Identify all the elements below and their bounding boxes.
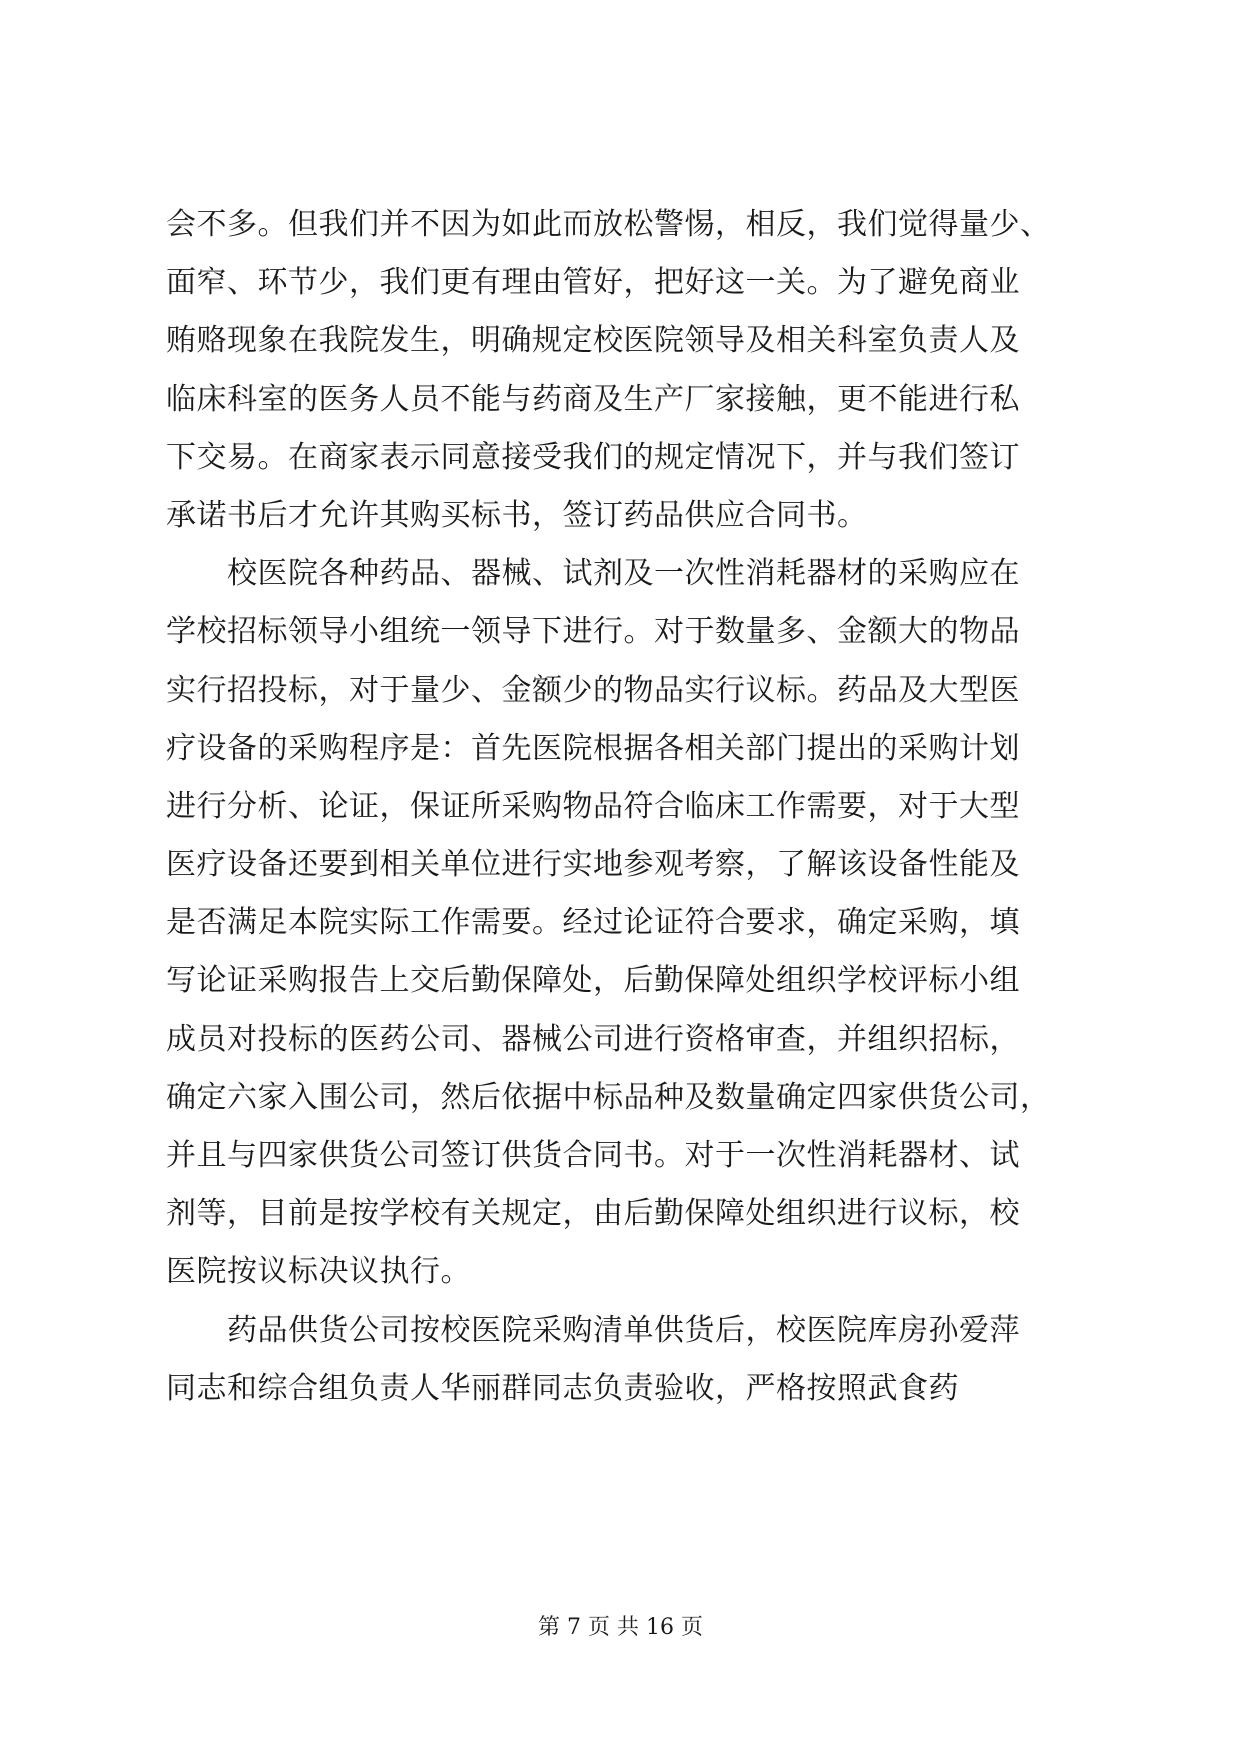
text-line: 是否满足本院实际工作需要。经过论证符合要求，确定采购，填 [166,905,1020,941]
text-line: 剂等，目前是按学校有关规定，由后勤保障处组织进行议标，校 [166,1196,1020,1232]
text-line: 临床科室的医务人员不能与药商及生产厂家接触，更不能进行私 [166,381,1020,417]
text-line: 医疗设备还要到相关单位进行实地参观考察，了解该设备性能及 [166,847,1020,883]
text-line: 医院按议标决议执行。 [166,1254,471,1290]
text-line: 下交易。在商家表示同意接受我们的规定情况下，并与我们签订 [166,439,1020,475]
text-line: 进行分析、论证，保证所采购物品符合临床工作需要，对于大型 [166,788,1020,824]
text-line: 承诺书后才允许其购买标书，签订药品供应合同书。 [166,497,868,533]
text-line: 学校招标领导小组统一领导下进行。对于数量多、金额大的物品 [166,614,1020,650]
text-line: 写论证采购报告上交后勤保障处，后勤保障处组织学校评标小组 [166,963,1020,999]
page-footer: 第 7 页 共 16 页 [538,1615,703,1640]
text-line: 药品供货公司按校医院采购清单供货后，校医院库房孙爱萍 [166,1312,1020,1348]
text-line: 并且与四家供货公司签订供货合同书。对于一次性消耗器材、试 [166,1138,1020,1173]
body-text [166,196,1081,1418]
text-line: 成员对投标的医药公司、器械公司进行资格审查，并组织招标， [166,1021,1020,1057]
text-line: 贿赂现象在我院发生，明确规定校医院领导及相关科室负责人及 [166,323,1020,359]
text-line: 同志和综合组负责人华丽群同志负责验收，严格按照武食药 [166,1370,959,1406]
text-line: 校医院各种药品、器械、试剂及一次性消耗器材的采购应在 [166,556,1020,592]
text-line: 会不多。但我们并不因为如此而放松警惕，相反，我们觉得量少、 [166,207,1051,242]
text-line: 面窄、环节少，我们更有理由管好，把好这一关。为了避免商业 [166,265,1020,301]
text-line: 疗设备的采购程序是：首先医院根据各相关部门提出的采购计划 [166,730,1020,766]
text-line: 确定六家入围公司，然后依据中标品种及数量确定四家供货公司， [166,1079,1051,1115]
text-line: 实行招投标，对于量少、金额少的物品实行议标。药品及大型医 [166,672,1020,708]
